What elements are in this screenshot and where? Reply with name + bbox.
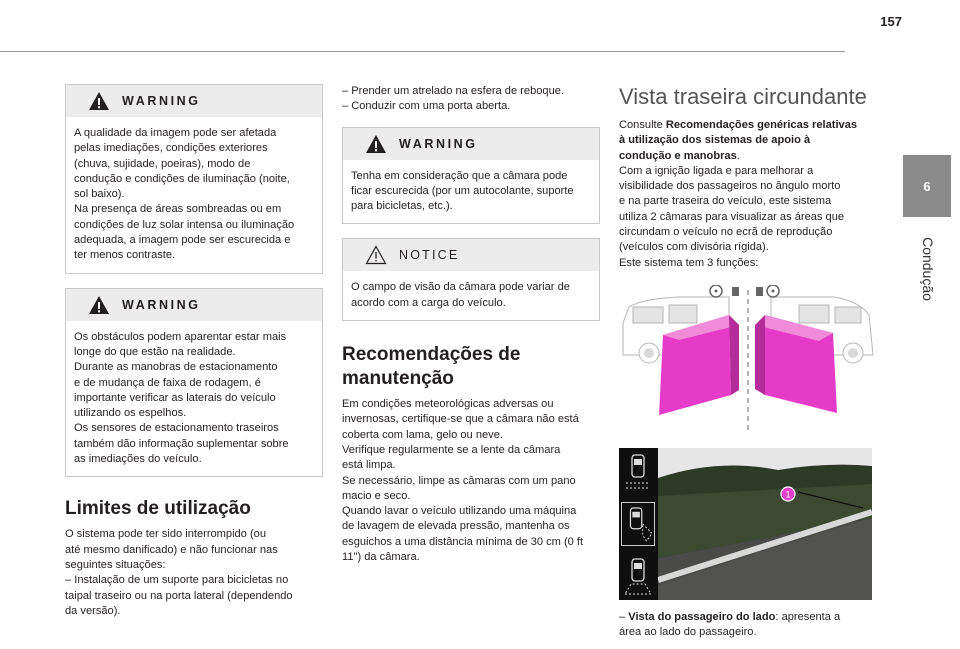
text-line: taipal traseiro ou na porta lateral (dependendo [65, 589, 293, 602]
notice-title: NOTICE [399, 248, 460, 263]
heading-line: Recomendações de [342, 344, 521, 366]
camera-coverage-illustration [619, 285, 877, 435]
text-line: seguintes situações: [65, 558, 166, 571]
text-line: invernosas, certifique-se que a câmara não está [342, 413, 579, 426]
warning-body [66, 321, 322, 477]
caption-dash: – [619, 610, 629, 623]
text-line: de lavagem de elevada pressão, mantenha os [342, 520, 570, 533]
page-number: 157 [880, 14, 902, 29]
text-line: esguichos a uma distância mínima de 30 cm (0 ft [342, 535, 584, 548]
steering-wheel-icon [710, 285, 779, 297]
text-line: coberta com lama, gelo ou neve. [342, 428, 503, 441]
text-line: utilizando os espelhos. [74, 407, 187, 420]
text-line: e de mudança de faixa de rodagem, é [74, 376, 261, 389]
text-line: Na presença de áreas sombreadas ou em [74, 203, 282, 216]
text-line: ter menos contraste. [74, 249, 176, 262]
view-mode-selector [619, 448, 658, 600]
intro-prefix: Consulte [619, 119, 666, 131]
text-line: Com a ignição ligada e para melhorar a [619, 164, 814, 177]
text-line: pelas imediações, condições exteriores [74, 142, 268, 155]
text-line: acordo com a carga do veículo. [351, 296, 506, 309]
text-line: sol baixo). [74, 188, 125, 201]
text-line [619, 149, 877, 164]
text-line: O sistema pode ter sido interrompido (ou [65, 528, 267, 541]
caption-text: : apresenta a [775, 610, 841, 623]
camera-feed [658, 448, 872, 600]
cross-reference[interactable]: à utilização dos sistemas de apoio à [619, 134, 811, 147]
text-line: Os sensores de estacionamento traseiros [74, 422, 279, 435]
text-line: macio e seco. [342, 489, 411, 502]
text-line: utiliza 2 câmaras para visualizar as áreas que [619, 210, 845, 223]
rear-view-mode-icon[interactable] [621, 450, 655, 494]
chapter-title-text: Condução [920, 237, 937, 301]
column-middle [342, 84, 600, 565]
figure-caption [619, 610, 877, 641]
callout-marker [781, 487, 795, 501]
warning-body [343, 160, 599, 224]
header-rule [0, 51, 845, 52]
warning-header [66, 289, 322, 321]
cross-reference[interactable]: condução e manobras [619, 149, 737, 162]
chapter-tab[interactable] [903, 155, 951, 217]
section-title: Vista traseira circundante [619, 84, 867, 109]
text-line: Quando lavar o veículo utilizando uma máquina [342, 505, 577, 518]
camera-display-screen [619, 448, 872, 600]
text-line: Durante as manobras de estacionamento [74, 361, 278, 374]
text-line: (chuva, sujidade, poeiras), modo de [74, 157, 251, 170]
chapter-title [904, 224, 952, 314]
situation-list [342, 84, 600, 115]
text-line: Se necessário, limpe as câmaras com um pano [342, 474, 576, 487]
notice-box [342, 238, 600, 321]
warning-icon [365, 134, 387, 154]
text-line: também dão informação suplementar sobre [74, 437, 289, 450]
caption-bold: Vista do passageiro do lado [628, 610, 776, 623]
warning-icon [88, 91, 110, 111]
text-line: O campo de visão da câmara pode variar de [351, 281, 570, 294]
column-left [65, 84, 323, 619]
text-line: Tenha em consideração que a câmara pode [351, 169, 568, 182]
text-line: as imediações do veículo. [74, 453, 202, 466]
section-heading: Limites de utilização [65, 498, 251, 520]
text-line: área ao lado do passageiro. [619, 626, 757, 639]
text-line: e na parte traseira do veículo, este sistema [619, 195, 832, 208]
notice-body [343, 271, 599, 320]
notice-header [343, 239, 599, 271]
side-view-mode-icon[interactable] [621, 502, 655, 546]
text-line: 11") da câmara. [342, 551, 420, 564]
text-line: Os obstáculos podem aparentar estar mais [74, 330, 287, 343]
warning-icon [88, 295, 110, 315]
intro-suffix: . [736, 149, 740, 162]
text-line: importante verificar as laterais do veículo [74, 391, 276, 404]
text-line: condições de luz solar intensa ou iluminação [74, 218, 295, 231]
cross-reference[interactable]: Recomendações genéricas relativas [665, 119, 858, 131]
text-line: da versão). [65, 604, 121, 617]
text-line: visibilidade dos passageiros no ângulo morto [619, 180, 841, 193]
text-line: para bicicletas, etc.). [351, 200, 453, 213]
text-line: adequada, a imagem pode ser escurecida e [74, 234, 291, 247]
text-line: até mesmo danificado) e não funcionar nas [65, 543, 278, 556]
warning-box [342, 127, 600, 225]
text-line [619, 610, 877, 625]
warning-title: WARNING [399, 136, 478, 151]
callout-number: 1 [785, 489, 791, 500]
warning-body [66, 117, 322, 273]
list-item: – Conduzir com uma porta aberta. [342, 100, 511, 113]
text-line [619, 133, 877, 148]
notice-icon [365, 245, 387, 265]
text-line: está limpa. [342, 459, 396, 472]
intro-paragraph [619, 118, 877, 271]
warning-title: WARNING [122, 94, 201, 108]
text-line: longe do que estão na realidade. [74, 345, 236, 358]
chapter-number: 6 [923, 178, 931, 194]
wide-view-mode-icon[interactable] [621, 554, 655, 598]
warning-header [343, 128, 599, 160]
list-item: – Prender um atrelado na esfera de reboque. [342, 85, 565, 97]
text-line: condução e condições de iluminação (noite, [74, 172, 290, 185]
warning-title: WARNING [122, 297, 201, 312]
section-body [65, 527, 323, 619]
text-line: Este sistema tem 3 funções: [619, 256, 759, 269]
text-line: (veículos com divisória rígida). [619, 241, 769, 254]
warning-box [65, 288, 323, 478]
section-heading [342, 343, 600, 391]
text-line: A qualidade da imagem pode ser afetada [74, 127, 277, 139]
section-body [342, 397, 600, 565]
text-line: ficar escurecida (por um autocolante, suporte [351, 184, 574, 197]
text-line: circundam o veículo no ecrã de reprodução [619, 226, 833, 239]
text-line: Verifique regularmente se a lente da câmara [342, 443, 561, 456]
column-right [619, 84, 877, 641]
text-line [619, 118, 877, 133]
warning-header [66, 85, 322, 117]
warning-box [65, 84, 323, 274]
text-line: – Instalação de um suporte para bicicletas no [65, 574, 289, 587]
heading-line: manutenção [342, 368, 454, 390]
text-line: Em condições meteorológicas adversas ou [342, 398, 554, 411]
